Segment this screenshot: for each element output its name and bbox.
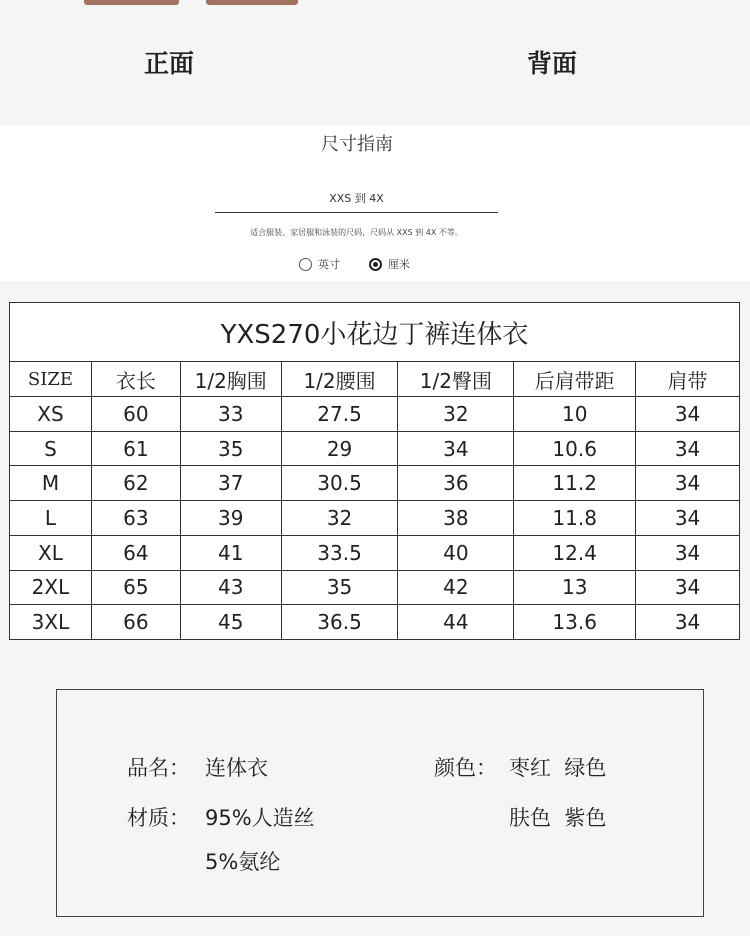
unit-label-cm: 厘米 [388,258,410,271]
table-cell: 66 [91,605,180,640]
table-cell: 34 [636,501,740,536]
radio-selected-icon[interactable] [369,258,382,271]
table-cell: 33 [180,397,281,432]
size-guide-title: 尺寸指南 [321,134,393,155]
table-cell: 34 [398,431,514,466]
table-cell: 32 [281,501,398,536]
table-cell: 43 [180,570,281,605]
table-cell: 32 [398,397,514,432]
color-value-1: 枣红 绿色 [509,756,607,780]
table-cell: XS [10,397,92,432]
table-cell: 10.6 [514,431,636,466]
table-cell: 34 [636,466,740,501]
table-cell: L [10,501,92,536]
table-cell: 39 [180,501,281,536]
table-cell: 61 [91,431,180,466]
table-cell: 40 [398,535,514,570]
size-guide-note: 适合服装、家居服和泳装的尺码，尺码从 XXS 到 4X 不等。 [250,228,463,237]
table-cell: 3XL [10,605,92,640]
size-chart-title: YXS270小花边丁裤连体衣 [10,303,740,362]
header-strap: 肩带 [636,362,740,397]
table-cell: 34 [636,570,740,605]
material-value-1: 95%人造丝 [205,806,315,830]
table-cell: 42 [398,570,514,605]
table-cell: 33.5 [281,535,398,570]
table-row [10,605,740,640]
table-cell: 38 [398,501,514,536]
table-cell: 2XL [10,570,92,605]
color-value-2: 肤色 紫色 [509,806,607,830]
table-cell: 30.5 [281,466,398,501]
table-row [10,501,740,536]
header-half-waist: 1/2腰围 [281,362,398,397]
front-view-label: 正面 [144,49,195,78]
material-value-2: 5%氨纶 [205,850,281,874]
table-row [10,570,740,605]
color-label: 颜色： [434,756,497,780]
table-cell: 34 [636,431,740,466]
table-row [10,431,740,466]
table-cell: 64 [91,535,180,570]
product-name-label: 品名： [127,756,190,780]
front-photo-edge [84,0,179,5]
table-cell: 11.8 [514,501,636,536]
table-cell: 37 [180,466,281,501]
table-cell: XL [10,535,92,570]
size-chart-table [9,302,740,640]
table-cell: 44 [398,605,514,640]
header-back-strap-distance: 后肩带距 [514,362,636,397]
table-cell: 13.6 [514,605,636,640]
table-cell: 34 [636,605,740,640]
header-size: SIZE [10,362,92,397]
table-cell: M [10,466,92,501]
unit-option-cm[interactable] [369,256,410,272]
top-image-strip [0,0,750,126]
table-cell: 34 [636,397,740,432]
table-cell: S [10,431,92,466]
table-cell: 45 [180,605,281,640]
table-row [10,535,740,570]
header-half-chest: 1/2胸围 [180,362,281,397]
table-cell: 62 [91,466,180,501]
table-cell: 63 [91,501,180,536]
product-name-value: 连体衣 [205,756,268,780]
back-photo-edge [206,0,298,5]
table-cell: 29 [281,431,398,466]
table-cell: 41 [180,535,281,570]
table-cell: 35 [281,570,398,605]
table-cell: 13 [514,570,636,605]
unit-option-inch[interactable] [299,256,340,272]
size-range-label: XXS 到 4X [329,192,384,205]
material-label: 材质： [127,806,190,830]
table-row [10,466,740,501]
table-cell: 34 [636,535,740,570]
table-cell: 60 [91,397,180,432]
table-cell: 10 [514,397,636,432]
header-length: 衣长 [91,362,180,397]
table-cell: 27.5 [281,397,398,432]
header-half-hip: 1/2臀围 [398,362,514,397]
table-cell: 12.4 [514,535,636,570]
table-cell: 65 [91,570,180,605]
table-row [10,397,740,432]
table-header-row [10,362,740,397]
table-cell: 35 [180,431,281,466]
radio-unselected-icon[interactable] [299,258,312,271]
back-view-label: 背面 [527,49,578,78]
unit-label-inch: 英寸 [318,258,340,271]
size-range-divider [215,212,498,213]
table-cell: 36 [398,466,514,501]
table-cell: 11.2 [514,466,636,501]
table-cell: 36.5 [281,605,398,640]
